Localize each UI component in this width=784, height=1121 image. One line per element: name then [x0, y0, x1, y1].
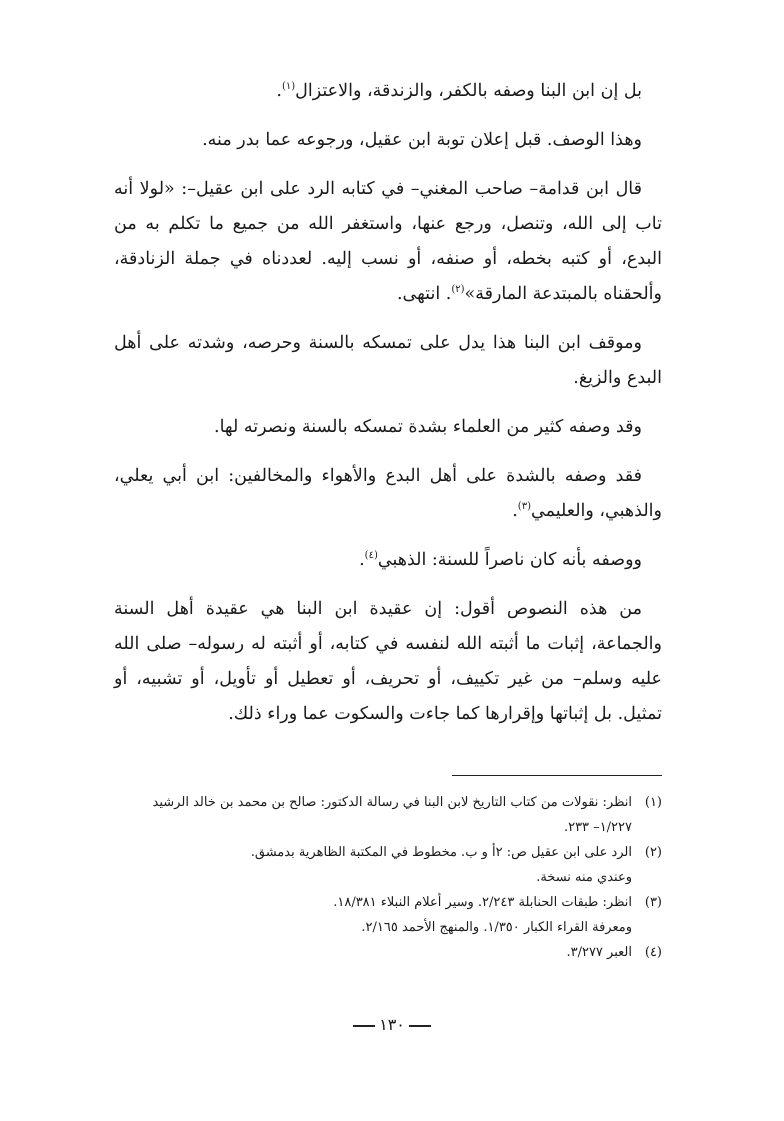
paragraph-7	[114, 543, 662, 578]
paragraph-text: من هذه النصوص أقول: إن عقيدة ابن البنا هي عقيدة أهل السنة والجماعة، إثبات ما أثبته الله لنفسه في كتابه، أو أثبته له رسوله– صلى الله عليه وسلم– من غير تكييف، أو تحريف، أو تعطيل أو تأويل، أو تشبيه، أو تمثيل. بل إثباتها وإقرارها كما جاءت والسكوت عما وراء ذلك.	[114, 599, 662, 724]
page-number	[0, 1015, 784, 1034]
footnote-number: (١)	[644, 795, 662, 810]
footnote-3	[114, 890, 662, 940]
footnote-number: (٢)	[644, 845, 662, 860]
footnote-line: انظر: طبقات الحنابلة ٢/٢٤٣. وسير أعلام النبلاء ١٨/٣٨١.	[333, 895, 632, 910]
footnote-1	[114, 790, 662, 840]
footnote-line: العبر ٣/٢٧٧.	[566, 945, 632, 960]
footnote-line: الرد على ابن عقيل ص: ٢أ و ب. مخطوط في المكتبة الظاهرية بدمشق.	[250, 845, 632, 860]
footnote-4	[114, 940, 662, 965]
main-text	[114, 74, 662, 746]
paragraph-1	[114, 74, 662, 109]
footnote-ref-2: (٢)	[451, 284, 465, 296]
footnote-separator	[452, 775, 662, 776]
paragraph-8	[114, 592, 662, 732]
paragraph-tail: .	[359, 550, 365, 570]
paragraph-text: وقد وصفه كثير من العلماء بشدة تمسكه بالسنة ونصرته لها.	[214, 417, 642, 437]
footnote-line: ١/٢٢٧– ٢٣٣.	[563, 820, 632, 835]
page-number-value: ١٣٠	[379, 1015, 405, 1034]
paragraph-text: بل إن ابن البنا وصفه بالكفر، والزندقة، والاعتزال	[295, 81, 642, 101]
footnote-line: انظر: نقولات من كتاب التاريخ لابن البنا في رسالة الدكتور: صالح بن محمد بن خالد الرشيد	[152, 795, 632, 810]
paragraph-tail: .	[512, 501, 518, 521]
dash-right	[409, 1025, 431, 1027]
paragraph-4	[114, 326, 662, 396]
footnote-ref-1: (١)	[281, 81, 296, 93]
paragraph-text: ووصفه بأنه كان ناصراً للسنة: الذهبي	[377, 550, 642, 570]
footnote-ref-3: (٣)	[517, 501, 531, 513]
paragraph-tail: . انتهى.	[396, 284, 452, 304]
paragraph-5	[114, 410, 662, 445]
paragraph-2	[114, 123, 662, 158]
footnote-line: وعندي منه نسخة.	[536, 870, 632, 885]
dash-left	[353, 1025, 375, 1027]
paragraph-tail: .	[276, 81, 282, 101]
footnote-2	[114, 840, 662, 890]
paragraph-3	[114, 172, 662, 312]
footnote-ref-4: (٤)	[364, 550, 378, 562]
footnote-line: ومعرفة القراء الكبار ١/٣٥٠. والمنهج الأحمد ٢/١٦٥.	[361, 920, 632, 935]
footnotes	[114, 790, 662, 965]
footnote-number: (٣)	[644, 895, 662, 910]
paragraph-text: قال ابن قدامة– صاحب المغني– في كتابه الرد على ابن عقيل–: «لولا أنه تاب إلى الله، وتنصل، ورجع عنها، واستغفر الله من جميع ما تكلم به من البدع، أو كتبه بخطه، أو صنفه، أو نسب إليه. لعددناه في جملة الزنادقة، وألحقناه بالمبتدعة المارقة»	[114, 179, 662, 304]
paragraph-6	[114, 459, 662, 529]
paragraph-text: وهذا الوصف. قبل إعلان توبة ابن عقيل، ورجوعه عما بدر منه.	[202, 130, 642, 150]
footnote-number: (٤)	[644, 945, 662, 960]
paragraph-text: وموقف ابن البنا هذا يدل على تمسكه بالسنة وحرصه، وشدته على أهل البدع والزيغ.	[114, 333, 662, 388]
paragraph-text: فقد وصفه بالشدة على أهل البدع والأهواء والمخالفين: ابن أبي يعلي، والذهبي، والعليمي	[114, 466, 662, 521]
